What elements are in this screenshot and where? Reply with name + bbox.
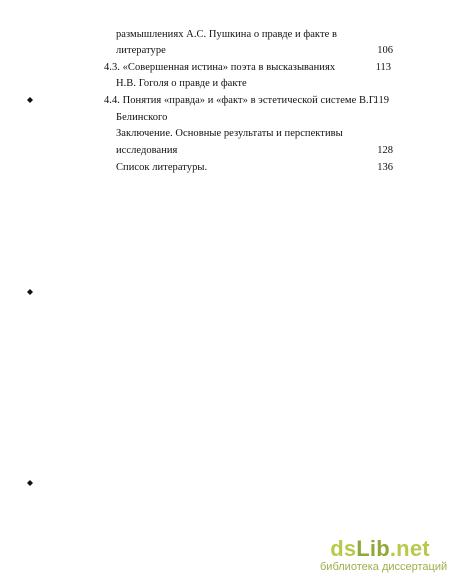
watermark <box>320 536 448 574</box>
toc-page-number: 113 <box>375 62 391 73</box>
punch-hole-mark-icon <box>27 480 33 486</box>
toc-line: Н.В. Гоголя о правде и факте <box>116 78 247 89</box>
toc-line: Белинского <box>116 112 168 123</box>
toc-page-number: 106 <box>377 45 393 56</box>
toc-page-number: 119 <box>373 95 389 106</box>
toc-line: 4.3. «Совершенная истина» поэта в высказываниях <box>104 62 336 73</box>
toc-line: Список литературы. <box>116 162 208 173</box>
watermark-subtitle: библиотека диссертаций <box>320 561 448 573</box>
toc-page-number: 128 <box>377 145 393 156</box>
punch-hole-mark-icon <box>27 97 33 103</box>
toc-line: Заключение. Основные результаты и перспективы <box>116 128 343 139</box>
toc-line: исследования <box>116 145 178 156</box>
watermark-logo: dsLib.net <box>330 536 430 561</box>
toc-line: литературе <box>116 45 166 56</box>
punch-hole-mark-icon <box>27 289 33 295</box>
toc-line: 4.4. Понятия «правда» и «факт» в эстетической системе В.Г. <box>104 95 377 106</box>
toc-page-number: 136 <box>377 162 393 173</box>
toc-line: размышлениях А.С. Пушкина о правде и факте в <box>116 29 337 40</box>
